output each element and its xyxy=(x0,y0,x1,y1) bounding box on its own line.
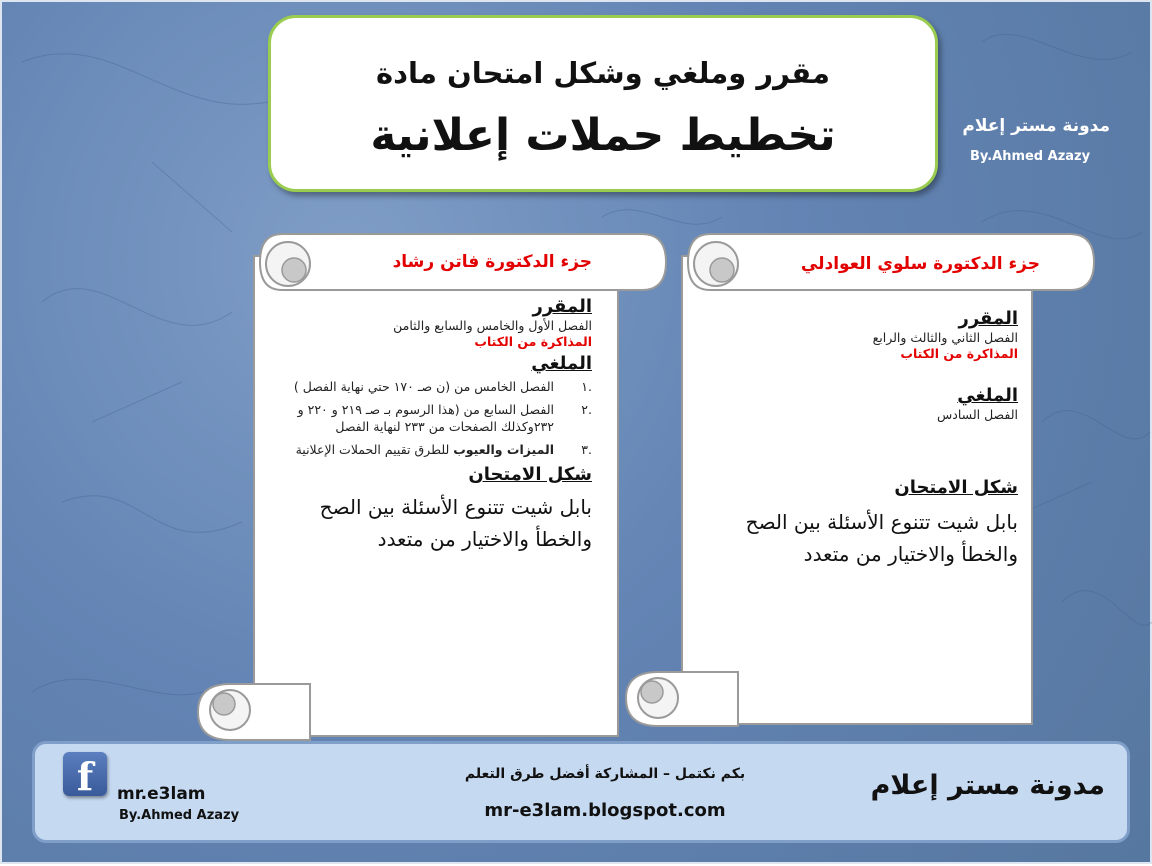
list-item-number: .١ xyxy=(581,379,592,394)
list-item-rest: للطرق تقييم الحملات الإعلانية xyxy=(295,442,454,457)
right-scroll-heading: جزء الدكتورة سلوي العوادلي xyxy=(800,254,1040,274)
title-line-1: مقرر وملغي وشكل امتحان مادة xyxy=(376,56,830,90)
brand-arabic: مدونة مستر إعلام xyxy=(962,116,1110,136)
left-exam-text: بابل شيت تتنوع الأسئلة بين الصح والخطأ والاختيار من متعدد xyxy=(319,495,592,551)
list-item xyxy=(272,441,592,458)
left-scroll-body xyxy=(272,296,592,555)
footer-url-link[interactable]: mr-e3lam.blogspot.com xyxy=(484,800,726,821)
list-item-bold: الميزات والعيوب xyxy=(453,442,554,457)
list-item xyxy=(272,378,592,395)
right-exam-text: بابل شيت تتنوع الأسئلة بين الصح والخطأ والاختيار من متعدد xyxy=(745,510,1018,566)
right-study-note: المذاكرة من الكتاب xyxy=(900,346,1018,361)
title-line-2: تخطيط حملات إعلانية xyxy=(370,110,836,161)
right-cancelled-title: الملغي xyxy=(957,385,1018,406)
brand-english: By.Ahmed Azazy xyxy=(970,149,1091,164)
left-scroll xyxy=(190,232,670,744)
left-exam-title: شكل الامتحان xyxy=(468,464,592,485)
right-course-text: الفصل الثاني والثالث والرابع xyxy=(872,330,1018,345)
facebook-handle[interactable]: mr.e3lam xyxy=(117,784,206,804)
left-course-title: المقرر xyxy=(532,296,592,317)
right-course-title: المقرر xyxy=(958,308,1018,329)
list-item-text: الفصل السابع من (هذا الرسوم بـ صـ ٢١٩ و ٢٢٠ و ٢٣٢وكذلك الصفحات من ٢٣٣ لنهاية الفصل xyxy=(297,402,554,434)
right-exam-title: شكل الامتحان xyxy=(894,477,1018,498)
right-scroll xyxy=(618,232,1098,744)
list-item-number: .٢ xyxy=(581,402,592,417)
footer-slogan: بكم نكتمل – المشاركة أفضل طرق التعلم xyxy=(464,766,746,782)
facebook-icon[interactable]: f xyxy=(63,752,107,796)
footer-author: By.Ahmed Azazy xyxy=(119,808,240,823)
left-study-note: المذاكرة من الكتاب xyxy=(474,334,592,349)
list-item-text xyxy=(272,441,554,458)
right-cancelled-text: الفصل السادس xyxy=(937,407,1018,422)
list-item-text: الفصل الخامس من (ن صـ ١٧٠ حتي نهاية الفصل ) xyxy=(293,379,554,394)
footer-brand: مدونة مستر إعلام xyxy=(870,770,1105,801)
list-item-number: .٣ xyxy=(581,442,592,457)
list-item xyxy=(272,401,592,435)
left-course-text: الفصل الأول والخامس والسابع والثامن xyxy=(393,318,592,333)
left-cancelled-list xyxy=(272,378,592,458)
left-cancelled-title: الملغي xyxy=(531,353,592,374)
right-scroll-body xyxy=(718,308,1018,570)
title-box xyxy=(268,15,938,192)
left-scroll-heading: جزء الدكتورة فاتن رشاد xyxy=(392,252,592,272)
footer-bar xyxy=(32,741,1130,843)
